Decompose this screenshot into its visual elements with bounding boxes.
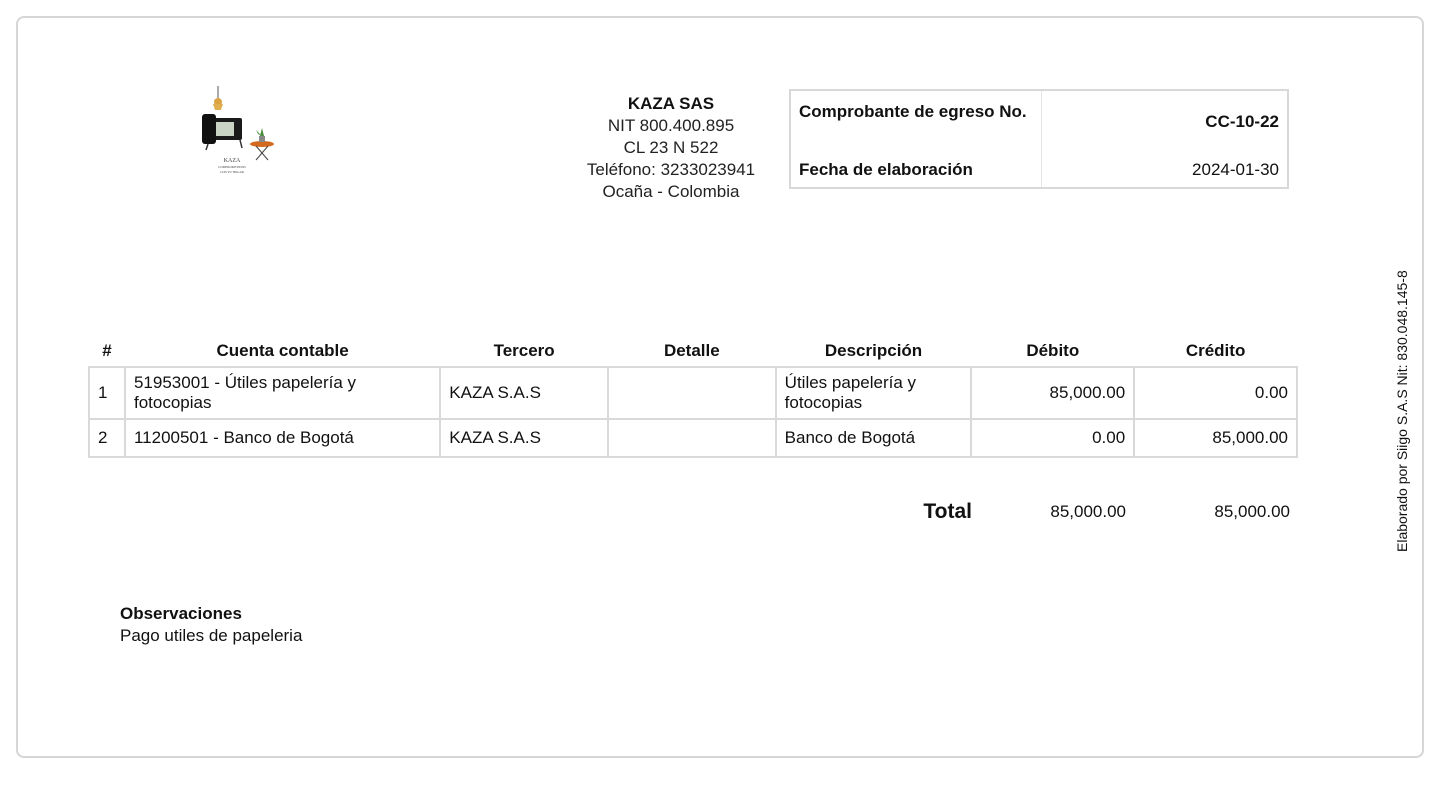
company-phone: Teléfono: 3233023941	[586, 160, 756, 179]
header-credit: Crédito	[1185, 341, 1246, 360]
row-credit: 0.00	[1134, 367, 1297, 419]
table-row	[89, 419, 1297, 457]
row-detail	[608, 419, 776, 457]
header-index: #	[102, 341, 112, 360]
header-detail: Detalle	[663, 341, 720, 360]
total-label: Total	[923, 500, 972, 523]
date-value: 2024-01-30	[1192, 160, 1279, 179]
row-credit: 85,000.00	[1134, 419, 1297, 457]
observations-text: Pago utiles de papeleria	[120, 626, 303, 645]
voucher-info-box	[789, 89, 1289, 189]
svg-text:COMPROMETIDOS: COMPROMETIDOS	[218, 165, 246, 169]
accounting-lines-table	[88, 336, 1298, 458]
voucher-type-label: Comprobante de egreso No.	[799, 102, 1027, 121]
header-third-party: Tercero	[493, 341, 555, 360]
generated-by-note: Elaborado por Siigo S.A.S Nit: 830.048.145-8	[1394, 270, 1410, 552]
svg-text:KAZA: KAZA	[223, 158, 241, 164]
row-detail	[608, 367, 776, 419]
company-city: Ocaña - Colombia	[602, 182, 740, 201]
row-debit: 0.00	[971, 419, 1134, 457]
total-debit: 85,000.00	[1050, 502, 1126, 521]
header-description: Descripción	[824, 341, 923, 360]
row-account: 11200501 - Banco de Bogotá	[125, 419, 440, 457]
company-address: CL 23 N 522	[623, 138, 719, 157]
company-nit: NIT 800.400.895	[607, 116, 735, 135]
company-logo	[196, 84, 280, 178]
table-header-row	[89, 336, 1297, 367]
row-third-party: KAZA S.A.S	[440, 419, 608, 457]
header-debit: Débito	[1026, 341, 1080, 360]
table-row	[89, 367, 1297, 419]
header-account: Cuenta contable	[216, 341, 349, 360]
row-description: Banco de Bogotá	[776, 419, 972, 457]
row-index: 2	[89, 419, 125, 457]
company-name: KAZA SAS	[627, 94, 715, 113]
voucher-number: CC-10-22	[1205, 112, 1279, 131]
row-description: Útiles papelería y fotocopias	[776, 367, 972, 419]
row-third-party: KAZA S.A.S	[440, 367, 608, 419]
row-debit: 85,000.00	[971, 367, 1134, 419]
row-index: 1	[89, 367, 125, 419]
svg-text:CON TU HOGAR: CON TU HOGAR	[220, 170, 244, 174]
row-account: 51953001 - Útiles papelería y fotocopias	[125, 367, 440, 419]
company-info	[570, 93, 772, 203]
observations-title: Observaciones	[120, 604, 242, 623]
total-credit: 85,000.00	[1214, 502, 1290, 521]
date-label: Fecha de elaboración	[799, 160, 973, 179]
